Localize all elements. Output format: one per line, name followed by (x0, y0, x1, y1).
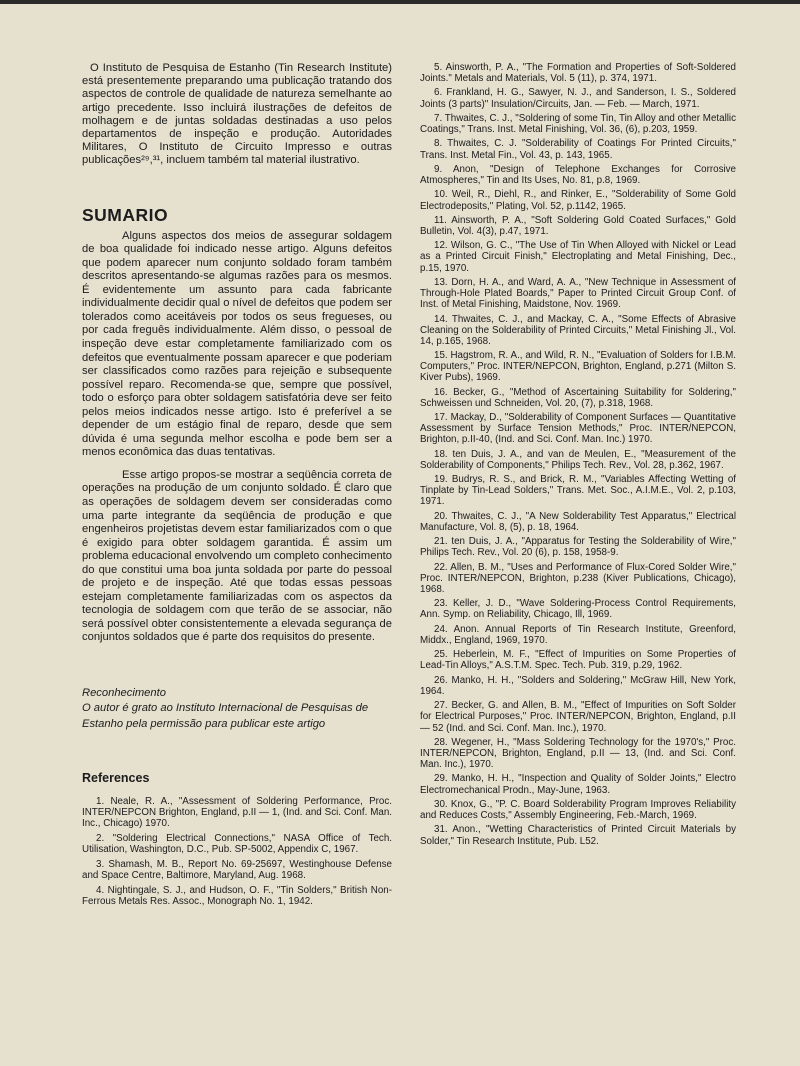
reference-item: 11. Ainsworth, P. A., "Soft Soldering Gold Coated Surfaces," Gold Bulletin, Vol. 4(3), p.47, 1971. (420, 214, 736, 237)
intro-paragraph: O Instituto de Pesquisa de Estanho (Tin Research Institute) está presentemente preparando uma publicação tratando dos aspectos de controle de qualidade de natureza semelhante ao artigo precedente. Isso incluirá ilustrações de defeitos de molhagem e de juntas soldadas destinadas a uso pelos departamentos de inspeção e produção. Autoridades Militares, O Instituto de Circuito Impresso e outras publicações²⁹,³¹, incluem também tal material ilustrativo. (82, 62, 392, 167)
reference-item: 29. Manko, H. H., "Inspection and Quality of Solder Joints," Electro Electromechanical Prodn., May-June, 1963. (420, 773, 736, 796)
reference-item: 18. ten Duis, J. A., and van de Meulen, E., "Measurement of the Solderability of Components," Philips Tech. Rev., Vol. 28, p.362, 1967. (420, 448, 736, 471)
reference-item: 9. Anon, "Design of Telephone Exchanges for Corrosive Atmospheres," Tin and Its Uses, No. 81, p.8, 1969. (420, 163, 736, 187)
reference-item: 5. Ainsworth, P. A., "The Formation and Properties of Soft-Soldered Joints." Metals and Materials, Vol. 5 (11), p. 374, 1971. (420, 62, 736, 85)
reference-item: 8. Thwaites, C. J. "Solderability of Coatings For Printed Circuits," Trans. Inst. Metal Fin., Vol. 43, p. 143, 1965. (420, 138, 736, 161)
reference-list-right (420, 62, 736, 847)
reference-item: 15. Hagstrom, R. A., and Wild, R. N., "Evaluation of Solders for I.B.M. Computers," Proc. INTER/NEPCON, Brighton, England, p.271 (Milton S. Kiver Pubs), 1969. (420, 350, 736, 384)
reference-item: 24. Anon. Annual Reports of Tin Research Institute, Greenford, Middx., England, 1969, 1970. (420, 623, 736, 646)
reference-item: 25. Heberlein, M. F., "Effect of Impurities on Some Properties of Lead-Tin Alloys," A.S.T.M. Spec. Tech. Pub. 319, p.29, 1962. (420, 649, 736, 672)
references-heading: References (82, 770, 150, 785)
reference-item: 2. "Soldering Electrical Connections," NASA Office of Tech. Utilisation, Washington, D.C., Pub. SP-5002, Appendix C, 1967. (82, 832, 392, 855)
reference-item: 26. Manko, H. H., "Solders and Soldering," McGraw Hill, New York, 1964. (420, 674, 736, 697)
reference-item: 1. Neale, R. A., "Assessment of Soldering Performance, Proc. INTER/NEPCON Brighton, England, p.II — 1, (Ind. and Sci. Conf. Man. Inc., Chicago) 1970. (82, 795, 392, 829)
reference-item: 27. Becker, G. and Allen, B. M., "Effect of Impurities on Soft Solder for Electrical Purposes," Proc. INTER/NEPCON, Brighton, England, p.II — 52 (Ind. and Sci. Conf. Man. Inc.), 1970. (420, 700, 736, 734)
reference-item: 7. Thwaites, C. J., "Soldering of some Tin, Tin Alloy and other Metallic Coatings," Trans. Inst. Metal Finishing, Vol. 36, (6), p.203, 1959. (420, 112, 736, 136)
scan-edge (0, 0, 800, 4)
acknowledgement-title: Reconhecimento (82, 687, 166, 700)
reference-item: 21. ten Duis, J. A., "Apparatus for Testing the Solderability of Wire," Philips Tech. Rev., Vol. 20 (6), p. 158, 1958-9. (420, 536, 736, 559)
reference-item: 4. Nightingale, S. J., and Hudson, O. F., "Tin Solders," British Non-Ferrous Metals Res. Assoc., Monograph No. 1, 1942. (82, 885, 392, 908)
reference-item: 3. Shamash, M. B., Report No. 69-25697, Westinghouse Defense and Space Centre, Baltimore, Maryland, Aug. 1968. (82, 859, 392, 882)
summary-paragraph: Esse artigo propos-se mostrar a seqüência correta de operações na produção de um conjunto soldado. É claro que as operações de soldagem devem ser consideradas como uma parte integrante da seqüência de produção e que engenheiros projetistas devem estar familiarizados com o que é exigido para obter soldagem garantida. É assim um problema educacional envolvendo um completo conhecimento do que constitui uma boa junta soldada por parte do pessoal de projeto e de inspeção. Até que todas essas pessoas estejam completamente familiarizadas com os aspectos da tecnologia de soldagem com que terão de se associar, não será possível obter consistentemente a elevada segurança de conjuntos soldados que é parte dos requisitos do presente. (82, 468, 392, 644)
reference-item: 16. Becker, G., "Method of Ascertaining Suitability for Soldering," Schweissen und Schneiden, Vol. 20, (7), p.318, 1968. (420, 386, 736, 409)
reference-item: 14. Thwaites, C. J., and Mackay, C. A., "Some Effects of Abrasive Cleaning on the Solderability of Printed Circuits," Metal Finishing Jl., Vol. 14, p.165, 1968. (420, 313, 736, 347)
right-column (420, 62, 736, 850)
reference-item: 23. Keller, J. D., "Wave Soldering-Process Control Requirements, Ann. Symp. on Reliability, Chicago, Ill, 1969. (420, 598, 736, 621)
reference-item: 17. Mackay, D., "Solderability of Component Surfaces — Quantitative Assessment by Surface Tension Methods," Proc. INTER/NEPCON, Brighton, p.II-40, (Ind. and Sci. Conf. Man. Inc.) 1970. (420, 412, 736, 446)
reference-item: 12. Wilson, G. C., "The Use of Tin When Alloyed with Nickel or Lead as a Printed Circuit Finish," Electroplating and Metal Finishing, Dec., p.15, 1970. (420, 240, 736, 274)
reference-item: 28. Wegener, H., "Mass Soldering Technology for the 1970's," Proc. INTER/NEPCON, Brighton, England, p.II — 13, (Ind. and Sci. Conf. Man. Inc.), 1970. (420, 736, 736, 771)
reference-item: 20. Thwaites, C. J., "A New Solderability Test Apparatus," Electrical Manufacture, Vol. 8, (5), p. 18, 1964. (420, 510, 736, 533)
reference-item: 10. Weil, R., Diehl, R., and Rinker, E., "Solderability of Some Gold Electrodeposits," Plating, Vol. 52, p.1142, 1965. (420, 189, 736, 212)
reference-item: 13. Dorn, H. A., and Ward, A. A., "New Technique in Assessment of Through-Hole Plated Boards," Paper to Printed Circuit Group Conf. of Inst. of Metal Finishing, Maidstone, Nov. 1969. (420, 276, 736, 311)
reference-item: 22. Allen, B. M., "Uses and Performance of Flux-Cored Solder Wire," Proc. INTER/NEPCON, Brighton, p.238 (Kiver Publications, Chicago), 1968. (420, 561, 736, 595)
reference-item: 6. Frankland, H. G., Sawyer, N. J., and Sanderson, I. S., Soldered Joints (3 parts)" Insulation/Circuits, Jan. — Feb. — March, 1971. (420, 87, 736, 110)
reference-item: 31. Anon., "Wetting Characteristics of Printed Circuit Materials by Solder," Tin Research Institute, Pub. L52. (420, 824, 736, 847)
left-column (82, 62, 392, 911)
reference-item: 30. Knox, G., "P. C. Board Solderability Program Improves Reliability and Reduces Costs," Assembly Engineering, Feb.-March, 1969. (420, 798, 736, 822)
summary-heading: SUMARIO (82, 204, 169, 225)
summary-paragraph: Alguns aspectos dos meios de assegurar soldagem de boa qualidade foi indicado nesse artigo. Alguns defeitos que podem aparecer num conjunto soldado foram também descritos apresentando-se algumas razões para os mesmos. É evidentemente um assunto para cada fabricante individualmente decidir qual o nível de defeitos que podem ser tolerados como aceitáveis por todos os seus fregueses, ou por cada freguês individualmente. Além disso, o pessoal de inspeção deve estar completamente familiarizado com os defeitos que eventualmente possam aparecer e que poderiam ser classificados como razões para rejeição e subsequente possível reparo. Recomenda-se que, sempre que possível, todo o esforço para obter soldagem satisfatória deve ser feito pelos meios indicados nesse artigo. Isto é preferível a se depender de um estágio final de reparo, desde que sem dúvida é uma segunda melhor escolha e pode bem ser a menos econômica das duas tentativas. (82, 229, 392, 459)
reference-item: 19. Budrys, R. S., and Brick, R. M., "Variables Affecting Wetting of Tinplate by Tin-Lead Solders," Trans. Met. Soc., A.I.M.E., Vol. 2, p.103, 1971. (420, 474, 736, 508)
reference-list-left (82, 796, 392, 908)
acknowledgement-text: O autor é grato ao Instituto Internacional de Pesquisas de Estanho pela permissão para publicar este artigo (82, 702, 369, 730)
